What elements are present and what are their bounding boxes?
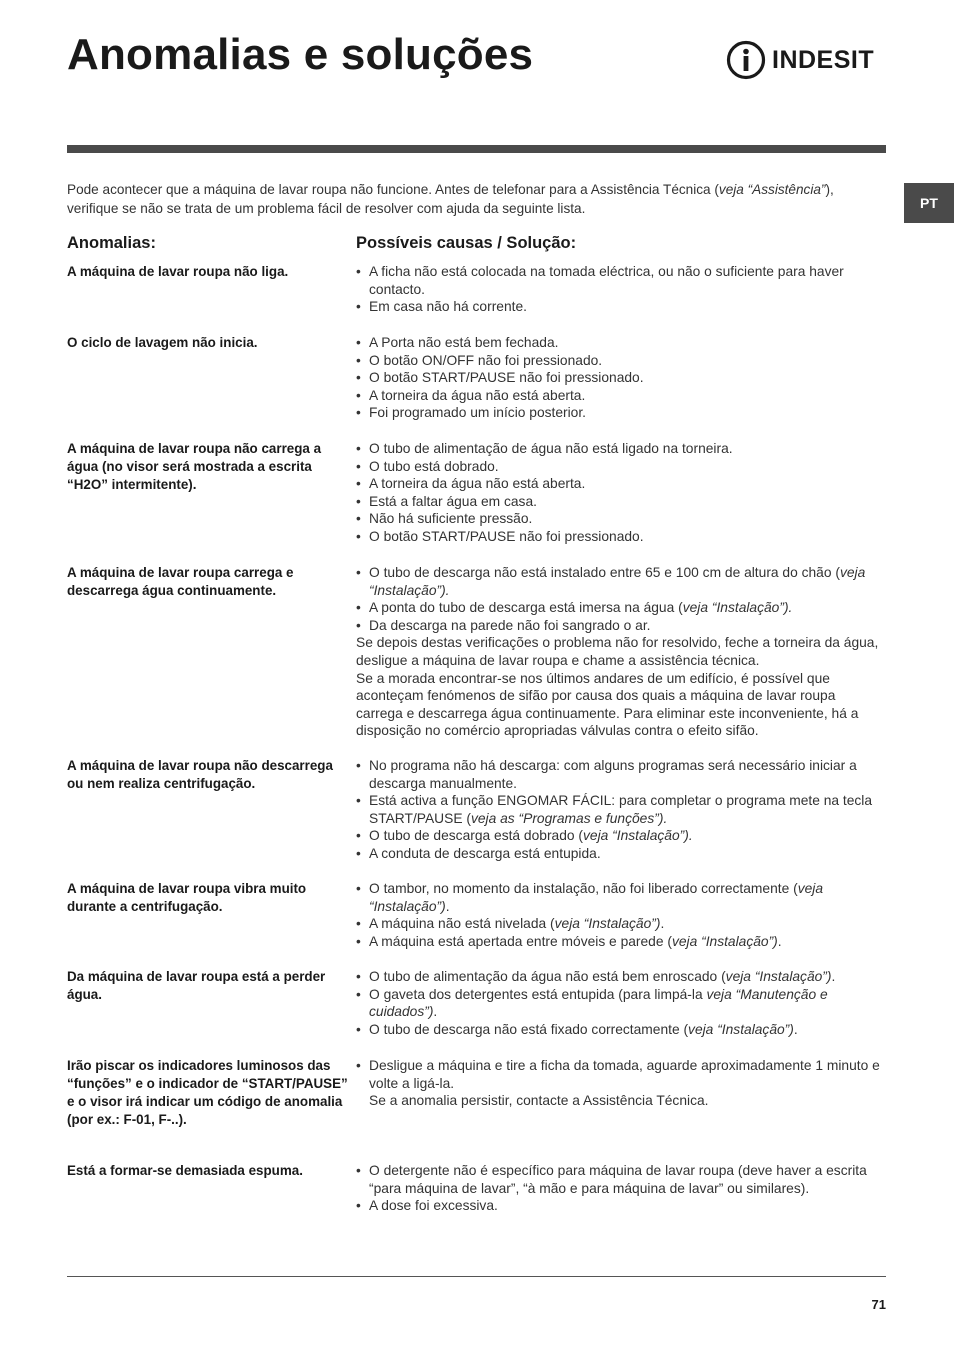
cause-reference: veja “Instalação”) — [554, 916, 661, 932]
anomaly-label: Irão piscar os indicadores luminosos das “funções” e o indicador de “START/PAUSE” e o visor irá indicar um código de anomalia (por ex.: F-01, F-..). — [67, 1058, 348, 1127]
list-item — [356, 458, 884, 476]
list-item — [356, 792, 884, 827]
cause-reference: veja “Instalação”) — [725, 969, 832, 984]
bullet-icon: • — [356, 1198, 361, 1214]
bullet-icon: • — [356, 845, 361, 861]
bullet-icon: • — [356, 1058, 361, 1073]
list-item — [356, 475, 884, 493]
list-item — [356, 510, 884, 528]
bullet-icon: • — [356, 828, 361, 844]
cause-text — [369, 968, 884, 986]
cause-text-main: Foi programado um início posterior. — [369, 405, 587, 421]
list-item — [356, 933, 884, 951]
cause-text-main: O tubo de descarga não está instalado entre 65 e 100 cm de altura do chão ( — [369, 565, 840, 580]
bullet-icon: • — [356, 405, 361, 421]
cause-text-main: A Porta não está bem fechada. — [369, 335, 559, 350]
anomalies-column-heading: Anomalias: — [67, 234, 156, 252]
indesit-logo-icon — [726, 40, 766, 80]
cause-text-main: A dose foi excessiva. — [369, 1198, 498, 1214]
list-item — [356, 263, 884, 298]
cause-text — [369, 528, 884, 546]
cause-text-main: A torneira da água não está aberta. — [369, 476, 586, 492]
cause-text-main: Está a faltar água em casa. — [369, 493, 537, 509]
cause-text-end: . — [831, 969, 836, 984]
cause-text-main: O tubo está dobrado. — [369, 458, 499, 474]
cause-text — [369, 458, 884, 476]
causes-list — [356, 757, 884, 863]
cause-text-end: . — [777, 933, 782, 949]
anomaly-label: A máquina de lavar roupa não carrega a água (no visor será mostrada a escrita “H2O” intermitente). — [67, 441, 322, 492]
list-item — [356, 564, 884, 599]
list-item — [356, 334, 884, 352]
language-tab: PT — [904, 183, 954, 223]
bullet-icon: • — [356, 352, 361, 368]
list-item — [356, 493, 884, 511]
list-item — [356, 1021, 884, 1039]
cause-text — [369, 1057, 884, 1092]
cause-text-main: O tubo de descarga está dobrado ( — [369, 828, 583, 844]
cause-text — [369, 387, 884, 405]
list-item — [356, 915, 884, 933]
cause-text — [369, 352, 884, 370]
bullet-icon: • — [356, 335, 361, 350]
intro-text-start: Pode acontecer que a máquina de lavar roupa não funcione. Antes de telefonar para a Assistência Técnica ( — [67, 182, 719, 197]
cause-text — [369, 298, 884, 316]
bullet-icon: • — [356, 528, 361, 544]
cause-text-main: O tubo de descarga não está fixado correctamente ( — [369, 1021, 689, 1037]
list-item — [356, 1162, 884, 1197]
cause-text — [369, 440, 884, 458]
cause-text — [369, 263, 884, 298]
footer-divider — [67, 1276, 886, 1277]
cause-text-main: Desligue a máquina e tire a ficha da tomada, aguarde aproximadamente 1 minuto e volte a ligá-la. — [369, 1058, 880, 1091]
cause-text — [369, 404, 884, 422]
anomaly-label: A máquina de lavar roupa carrega e descarrega água continuamente. — [67, 565, 294, 598]
page-number: 71 — [871, 1297, 886, 1312]
bullet-icon: • — [356, 793, 361, 809]
brand-logo — [726, 40, 874, 80]
list-item — [356, 599, 884, 617]
causes-list — [356, 440, 884, 546]
list-item — [356, 369, 884, 387]
anomaly-label: Da máquina de lavar roupa está a perder água. — [67, 969, 326, 1002]
cause-reference: veja “Instalação”). — [369, 565, 866, 598]
cause-text — [369, 915, 884, 933]
bullet-icon: • — [356, 299, 361, 315]
cause-text-main: O tubo de alimentação de água não está ligado na torneira. — [369, 441, 733, 456]
cause-text — [369, 510, 884, 528]
bullet-icon: • — [356, 933, 361, 949]
bullet-icon: • — [356, 986, 361, 1002]
list-item — [356, 440, 884, 458]
cause-text — [369, 986, 884, 1021]
bullet-icon: • — [356, 1021, 361, 1037]
cause-reference: veja as “Programas e funções”). — [470, 810, 668, 826]
header-divider — [67, 145, 886, 153]
cause-text-main: O botão ON/OFF não foi pressionado. — [369, 352, 603, 368]
list-item — [356, 1057, 884, 1092]
cause-text-main: A torneira da água não está aberta. — [369, 387, 586, 403]
list-item — [356, 968, 884, 986]
cause-text-main: Em casa não há corrente. — [369, 299, 527, 315]
bullet-icon: • — [356, 264, 361, 279]
note-paragraph: Se depois destas verificações o problema não for resolvido, feche a torneira da água, desligue a máquina de lavar roupa e chame a assistência técnica. — [356, 635, 879, 668]
note-paragraph: Se a anomalia persistir, contacte a Assistência Técnica. — [369, 1093, 709, 1109]
cause-text-main: O tubo de alimentação da água não está bem enroscado ( — [369, 969, 726, 984]
cause-text — [369, 827, 884, 845]
cause-text-main: A conduta de descarga está entupida. — [369, 845, 601, 861]
list-item — [356, 352, 884, 370]
cause-text — [369, 564, 884, 599]
cause-text-main: Da descarga na parede não foi sangrado o ar. — [369, 617, 651, 633]
cause-text — [369, 845, 884, 863]
bullet-icon: • — [356, 511, 361, 527]
bullet-icon: • — [356, 1163, 361, 1178]
cause-text-main: O gaveta dos detergentes está entupida (para limpá-la — [369, 986, 707, 1002]
cause-text — [369, 1197, 884, 1215]
cause-text-main: A ponta do tubo de descarga está imersa na água ( — [369, 600, 683, 616]
bullet-icon: • — [356, 969, 361, 984]
cause-text — [369, 1021, 884, 1039]
causes-list — [356, 564, 884, 740]
bullet-icon: • — [356, 758, 361, 773]
intro-text-end: ), verifique se não se trata de um problema fácil de resolver com ajuda da seguinte lista. — [67, 182, 834, 216]
cause-text — [369, 880, 884, 915]
intro-paragraph — [67, 180, 877, 218]
anomaly-label: O ciclo de lavagem não inicia. — [67, 335, 258, 350]
cause-reference: veja “Instalação”). — [682, 600, 793, 616]
bullet-icon: • — [356, 493, 361, 509]
causes-list — [356, 1162, 884, 1215]
cause-text-main: No programa não há descarga: com alguns programas será necessário iniciar a descarga manualmente. — [369, 758, 857, 791]
cause-text — [369, 757, 884, 792]
list-item — [356, 404, 884, 422]
list-item — [356, 880, 884, 915]
causes-list — [356, 968, 884, 1038]
bullet-icon: • — [356, 458, 361, 474]
cause-reference: veja “Instalação”) — [369, 881, 824, 914]
anomaly-label: A máquina de lavar roupa vibra muito durante a centrifugação. — [67, 881, 307, 914]
causes-list — [356, 1057, 884, 1110]
cause-text — [369, 792, 884, 827]
anomaly-label: A máquina de lavar roupa não descarrega ou nem realiza centrifugação. — [67, 758, 333, 791]
cause-text-main: Não há suficiente pressão. — [369, 511, 533, 527]
bullet-icon: • — [356, 441, 361, 456]
causes-list — [356, 263, 884, 316]
list-item — [356, 617, 884, 635]
bullet-icon: • — [356, 370, 361, 386]
bullet-icon: • — [356, 881, 361, 896]
cause-text-main: Está activa a função ENGOMAR FÁCIL: para completar o programa mete na tecla START/PAUSE ( — [369, 793, 873, 826]
cause-text-main: O botão START/PAUSE não foi pressionado. — [369, 370, 644, 386]
cause-text-main: A máquina não está nivelada ( — [369, 916, 555, 932]
list-item — [356, 827, 884, 845]
cause-text — [369, 599, 884, 617]
list-item — [356, 845, 884, 863]
cause-text — [369, 334, 884, 352]
cause-text-main: O botão START/PAUSE não foi pressionado. — [369, 528, 644, 544]
cause-reference: veja “Manutenção e cuidados”) — [369, 986, 828, 1020]
anomaly-label: A máquina de lavar roupa não liga. — [67, 264, 289, 279]
list-item — [356, 757, 884, 792]
anomaly-label: Está a formar-se demasiada espuma. — [67, 1163, 303, 1178]
causes-list — [356, 880, 884, 950]
cause-text-end: . — [660, 916, 665, 932]
page-title: Anomalias e soluções — [67, 30, 534, 79]
causes-column-heading: Possíveis causas / Solução: — [356, 234, 577, 252]
cause-reference: veja “Instalação”) — [671, 933, 778, 949]
bullet-icon: • — [356, 565, 361, 580]
cause-text-main: O detergente não é específico para máquina de lavar roupa (deve haver a escrita “para máquina de lavar”, “à mão e para máquina de lavar” ou similares). — [369, 1163, 867, 1196]
bullet-icon: • — [356, 916, 361, 932]
cause-text-end: . — [793, 1021, 798, 1037]
bullet-icon: • — [356, 387, 361, 403]
cause-text — [369, 617, 884, 635]
cause-reference: veja “Instalação”) — [688, 1021, 794, 1037]
list-item — [356, 298, 884, 316]
cause-text — [369, 493, 884, 511]
bullet-icon: • — [356, 617, 361, 633]
cause-text-main: A ficha não está colocada na tomada eléctrica, ou não o suficiente para haver contacto. — [369, 264, 844, 297]
cause-text-end: . — [445, 898, 450, 914]
cause-text-main: A máquina está apertada entre móveis e parede ( — [369, 933, 672, 949]
bullet-icon: • — [356, 600, 361, 616]
list-item — [356, 387, 884, 405]
intro-reference: veja “Assistência” — [718, 182, 826, 197]
cause-text — [369, 933, 884, 951]
cause-text — [369, 1162, 884, 1197]
cause-text — [369, 475, 884, 493]
brand-name: INDESIT — [772, 45, 875, 74]
causes-list — [356, 334, 884, 422]
bullet-icon: • — [356, 476, 361, 492]
list-item — [356, 1197, 884, 1215]
cause-text-main: O tambor, no momento da instalação, não foi liberado correctamente ( — [369, 881, 798, 896]
cause-text — [369, 369, 884, 387]
note-paragraph: Se a morada encontrar-se nos últimos andares de um edifício, é possível que aconteçam fenómenos de sifão por causa dos quais a máquina de lavar roupa carrega e descarrega água continuamente. Para eliminar este inconveniente, há a disposição no comércio apropriadas válvulas contra o efeito sifão. — [356, 670, 859, 739]
list-item — [356, 986, 884, 1021]
list-item — [356, 528, 884, 546]
cause-reference: veja “Instalação”). — [583, 828, 693, 844]
cause-text-end: . — [433, 1004, 438, 1020]
